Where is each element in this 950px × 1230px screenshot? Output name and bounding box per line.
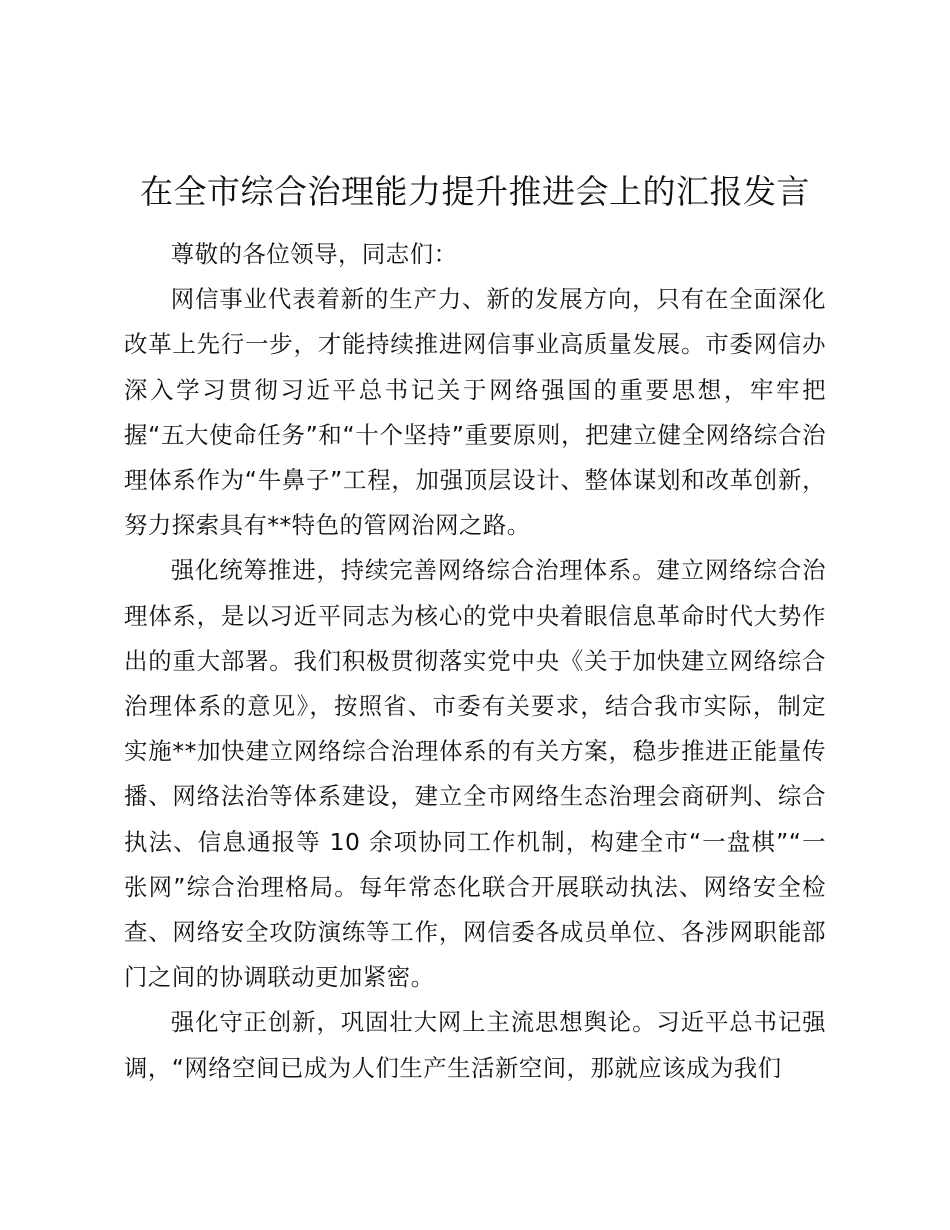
salutation-paragraph: 尊敬的各位领导，同志们： [170, 240, 458, 268]
governance-system-paragraph: 强化统筹推进，持续完善网络综合治理体系。建立网络综合治理体系，是以习近平同志为核心的党中央着眼信息革命时代大势作出的重大部署。我们积极贯彻落实党中央《关于加快建立网络综合治理体系的意见》，按照省、市委有关要求，结合我市实际，制定实施**加快建立网络综合治理体系的有关方案，稳步推进正能量传播、网络法治等体系建设，建立全市网络生态治理会商研判、综合执法、信息通报等 10 余项协同工作机制，构建全市“一盘棋”“一张网”综合治理格局。每年常态化联合开展联动执法、网络安全检查、网络安全攻防演练等工作，网信委各成员单位、各涉网职能部门之间的协调联动更加紧密。 [124, 556, 826, 992]
public-opinion-paragraph: 强化守正创新，巩固壮大网上主流思想舆论。习近平总书记强调，“网络空间已成为人们生产生活新空间，那就应该成为我们 [124, 1008, 826, 1082]
document-title: 在全市综合治理能力提升推进会上的汇报发言 [140, 172, 810, 211]
intro-paragraph: 网信事业代表着新的生产力、新的发展方向，只有在全面深化改革上先行一步，才能持续推进网信事业高质量发展。市委网信办深入学习贯彻习近平总书记关于网络强国的重要思想，牢牢把握“五大使命任务”和“十个坚持”重要原则，把建立健全网络综合治理体系作为“牛鼻子”工程，加强顶层设计、整体谋划和改革创新，努力探索具有**特色的管网治网之路。 [124, 285, 826, 540]
document-body [124, 232, 826, 1091]
